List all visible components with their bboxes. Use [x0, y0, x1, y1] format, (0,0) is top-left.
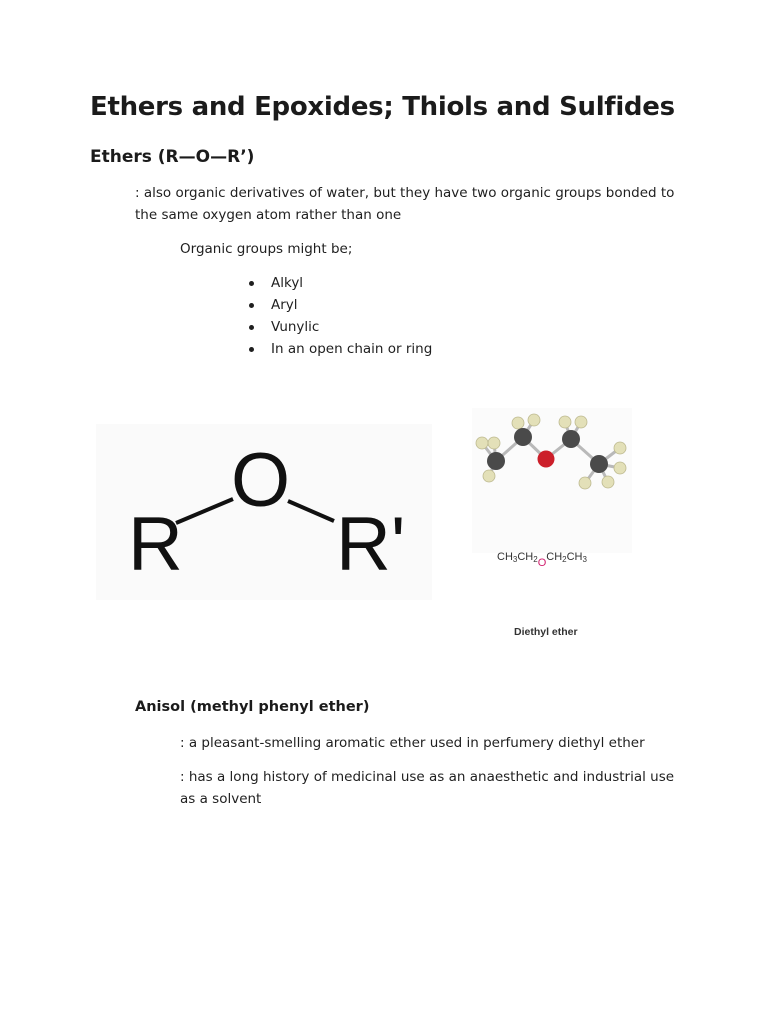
- diethyl-ether-ball-stick-model: [472, 408, 632, 553]
- anisol-heading: Anisol (methyl phenyl ether): [135, 699, 370, 715]
- ether-structure-diagram: [96, 424, 432, 600]
- right-group-label: R': [336, 502, 406, 587]
- bullet-icon: [249, 347, 254, 352]
- bullet-icon: [249, 325, 254, 330]
- molecule-caption: Diethyl ether: [514, 626, 578, 638]
- molecule-model-svg: [472, 408, 632, 553]
- left-group-label: R: [128, 502, 183, 587]
- list-item: [249, 272, 432, 294]
- list-item-label: Aryl: [271, 297, 298, 313]
- list-item: [249, 316, 432, 338]
- list-item-label: In an open chain or ring: [271, 341, 433, 357]
- organic-groups-list: [249, 272, 432, 360]
- ethers-heading: Ethers (R—O—R’): [90, 147, 255, 167]
- list-item: [249, 294, 432, 316]
- condensed-formula: $CH_3CH_2OCH_2CH_3$: [497, 551, 587, 569]
- anisol-description: : a pleasant-smelling aromatic ether used in perfumery diethyl ether: [180, 735, 645, 751]
- page-title: Ethers and Epoxides; Thiols and Sulfides: [90, 92, 675, 122]
- groups-intro: Organic groups might be;: [180, 241, 353, 257]
- formula-oxygen: O: [537, 557, 547, 569]
- oxygen-label: O: [231, 438, 291, 523]
- list-item: [249, 338, 432, 360]
- diethyl-ether-description: : has a long history of medicinal use as an anaesthetic and industrial use as a solvent: [180, 769, 675, 807]
- list-item-label: Vunylic: [271, 319, 320, 335]
- left-bond-line: [176, 499, 233, 523]
- bullet-icon: [249, 281, 254, 286]
- oxygen-atom: [538, 451, 555, 468]
- list-item-label: Alkyl: [271, 275, 304, 291]
- bullet-icon: [249, 303, 254, 308]
- ether-definition: : also organic derivatives of water, but they have two organic groups bonded to the same oxygen atom rather than one: [135, 185, 675, 223]
- right-bond-line: [288, 501, 334, 521]
- ether-structure-svg: [96, 424, 432, 600]
- hydrogen-atoms: [476, 414, 626, 489]
